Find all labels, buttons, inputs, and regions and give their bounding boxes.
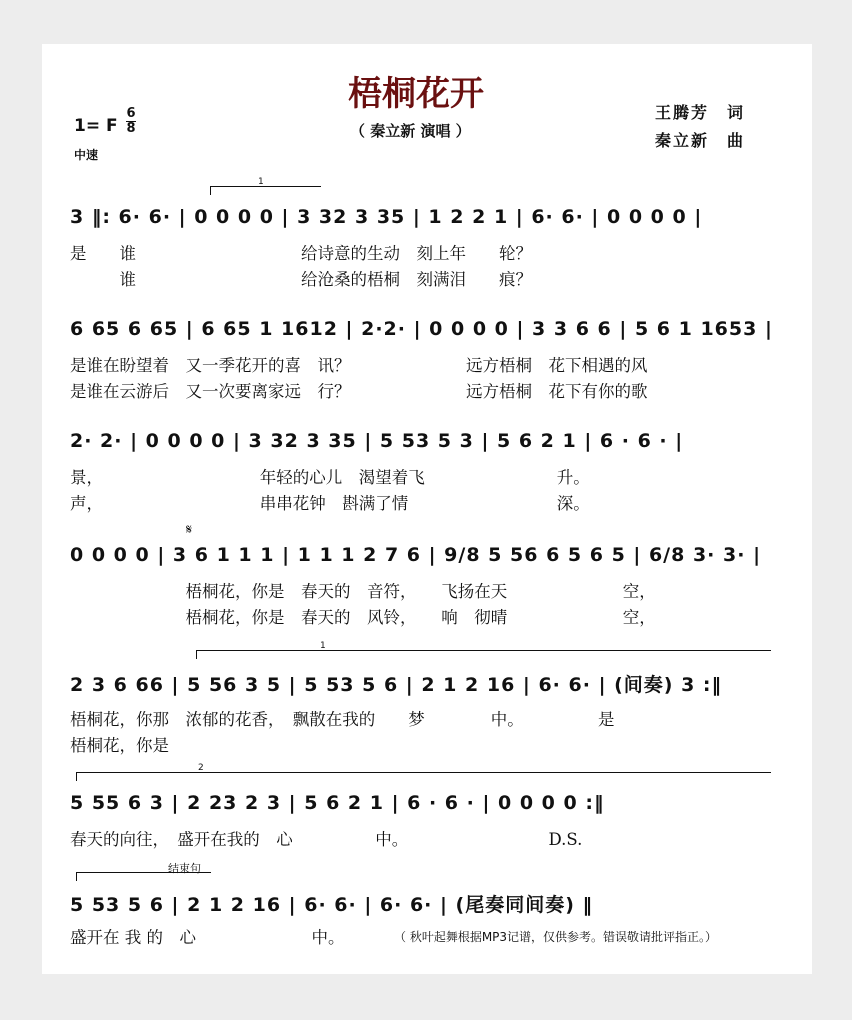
lyric-row-6: 春天的向往， 盛开在我的 心 中。 D.S. <box>70 830 583 849</box>
key-signature: 1= F <box>74 116 118 136</box>
ending-label: 结束句 <box>168 862 201 875</box>
lyric-row-2-verse-2: 是谁在云游后 又一次要离家远 行？ 远方梧桐 花下有你的歌 <box>70 382 648 401</box>
performer-credit: （ 秦立新 演唱 ） <box>350 122 471 140</box>
volta-2-label: 2 <box>198 763 204 773</box>
notation-row-1: 3 ‖: 6· 6· | 0 0 0 0 | 3 32 3 35 | 1 2 2 1 | 6· 6· | 0 0 0 0 | <box>70 206 703 228</box>
notation-row-6: 5 55 6 3 | 2 23 2 3 | 5 6 2 1 | 6 · 6 · | 0 0 0 0 :‖ <box>70 792 605 814</box>
composer-credit: 秦立新 曲 <box>655 131 746 150</box>
time-signature <box>126 108 136 135</box>
lyric-row-3-verse-1: 景， 年轻的心儿 渴望着飞 升。 <box>70 468 590 487</box>
lyric-row-2-verse-1: 是谁在盼望着 又一季花开的喜 讯？ 远方梧桐 花下相遇的风 <box>70 356 648 375</box>
notation-row-2: 6 65 6 65 | 6 65 1 1612 | 2·2· | 0 0 0 0 | 3 3 6 6 | 5 6 1 1653 | <box>70 318 773 340</box>
song-title: 梧桐花开 <box>348 74 484 114</box>
volta-1b-label: 1 <box>320 641 326 651</box>
volta-bracket-2 <box>76 772 771 781</box>
transcriber-footnote: （ 秋叶起舞根据MP3记谱，仅供参考。错误敬请批评指正。） <box>394 930 718 944</box>
time-signature-top: 6 <box>126 106 136 121</box>
time-signature-bottom: 8 <box>126 121 136 136</box>
lyric-row-1-verse-2: 谁 给沧桑的梧桐 刻满泪 痕？ <box>70 270 532 289</box>
lyric-row-4-verse-2: 梧桐花，你是 春天的 风铃， 响 彻晴 空， <box>70 608 656 627</box>
lyric-row-5-verse-2: 梧桐花，你是 <box>70 736 169 755</box>
lyric-row-3-verse-2: 声， 串串花钟 斟满了情 深。 <box>70 494 590 513</box>
lyric-row-1-verse-1: 是 谁 给诗意的生动 刻上年 轮？ <box>70 244 532 263</box>
volta-bracket-1b <box>196 650 771 659</box>
lyric-row-7: 盛开在 我 的 心 中。 <box>70 928 345 947</box>
volta-1-label: 1 <box>258 177 264 187</box>
lyric-row-4-verse-1: 梧桐花，你是 春天的 音符， 飞扬在天 空， <box>70 582 656 601</box>
notation-row-5: 2 3 6 66 | 5 56 3 5 | 5 53 5 6 | 2 1 2 16 | 6· 6· | (间奏) 3 :‖ <box>70 674 723 696</box>
volta-bracket-1 <box>210 186 321 195</box>
notation-row-4: 0 0 0 0 | 3 6 1 1 1 | 1 1 1 2 7 6 | 9/8 5 56 6 5 6 5 | 6/8 3· 3· | <box>70 544 762 566</box>
lyricist-credit: 王腾芳 词 <box>655 103 746 122</box>
notation-row-7: 5 53 5 6 | 2 1 2 16 | 6· 6· | 6· 6· | (尾奏同间奏) ‖ <box>70 894 594 916</box>
tempo-marking: 中速 <box>74 148 99 162</box>
notation-row-3: 2· 2· | 0 0 0 0 | 3 32 3 35 | 5 53 5 3 | 5 6 2 1 | 6 · 6 · | <box>70 430 684 452</box>
segno-icon: 𝄋 <box>186 522 193 538</box>
lyric-row-5-verse-1: 梧桐花，你那 浓郁的花香， 飘散在我的 梦 中。 是 <box>70 710 615 729</box>
